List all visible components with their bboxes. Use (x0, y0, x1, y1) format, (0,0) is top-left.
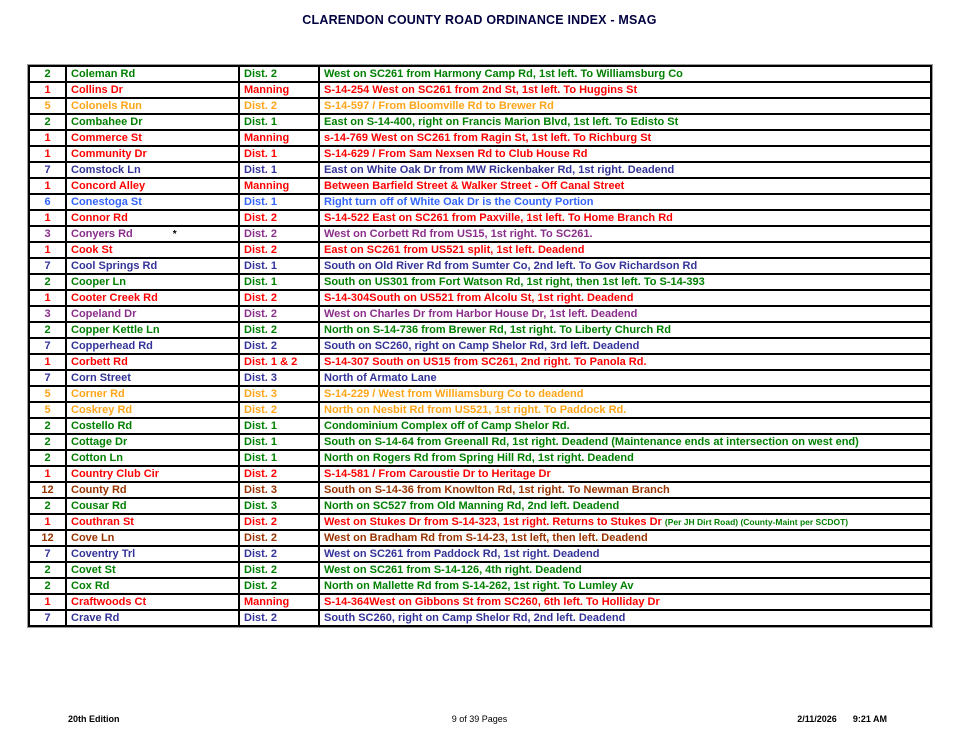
description-cell (319, 482, 931, 498)
description-cell (319, 306, 931, 322)
description-text: West on Bradham Rd from S-14-23, 1st left, then left. Deadend (324, 532, 648, 544)
description-text: North on Nesbit Rd from US521, 1st right. To Paddock Rd. (324, 404, 627, 416)
district-cell: Dist. 2 (239, 466, 319, 482)
district-cell: Dist. 2 (239, 562, 319, 578)
road-name-cell (66, 354, 239, 370)
footer-page-info: 9 of 39 Pages (451, 714, 508, 724)
road-name-cell (66, 98, 239, 114)
description-text: s-14-769 West on SC261 from Ragin St, 1st left. To Richburg St (324, 132, 652, 144)
road-name-cell (66, 450, 239, 466)
road-name: Copper Kettle Ln (71, 324, 160, 336)
road-count-cell: 3 (29, 226, 66, 242)
road-count-cell: 2 (29, 114, 66, 130)
footer-date: 2/11/2026 (797, 714, 837, 724)
footer-time: 9:21 AM (852, 714, 887, 724)
description-text: West on SC261 from S-14-126, 4th right. Deadend (324, 564, 582, 576)
district-cell: Dist. 2 (239, 578, 319, 594)
road-name: Corbett Rd (71, 356, 128, 368)
road-name: County Rd (71, 484, 127, 496)
district-cell: Dist. 1 & 2 (239, 354, 319, 370)
description-cell (319, 578, 931, 594)
road-count-cell: 12 (29, 530, 66, 546)
road-count-cell: 5 (29, 402, 66, 418)
road-count-cell: 2 (29, 450, 66, 466)
road-name: Cooper Ln (71, 276, 126, 288)
description-cell (319, 178, 931, 194)
road-count-cell: 7 (29, 338, 66, 354)
road-count-cell: 7 (29, 162, 66, 178)
road-name-cell (66, 194, 239, 210)
description-cell (319, 290, 931, 306)
description-text: West on Charles Dr from Harbor House Dr, 1st left. Deadend (324, 308, 638, 320)
table-row (29, 306, 931, 322)
table-row (29, 530, 931, 546)
road-name: Conyers Rd (71, 228, 133, 240)
road-name: Costello Rd (71, 420, 133, 432)
road-count-cell: 2 (29, 562, 66, 578)
road-name: Country Club Cir (71, 468, 159, 480)
road-name: Copperhead Rd (71, 340, 153, 352)
description-text: West on Stukes Dr from S-14-323, 1st right. Returns to Stukes Dr (324, 516, 662, 528)
road-name: Cooter Creek Rd (71, 292, 158, 304)
table-row (29, 578, 931, 594)
description-cell (319, 530, 931, 546)
road-name-cell (66, 418, 239, 434)
footer-datetime (797, 714, 887, 724)
description-cell (319, 66, 931, 82)
road-name: Cool Springs Rd (71, 260, 158, 272)
district-cell: Dist. 2 (239, 210, 319, 226)
district-cell: Dist. 3 (239, 370, 319, 386)
road-name-cell (66, 210, 239, 226)
description-text: South on US301 from Fort Watson Rd, 1st right, then 1st left. To S-14-393 (324, 276, 705, 288)
description-cell (319, 498, 931, 514)
road-count-cell: 2 (29, 418, 66, 434)
road-count-cell: 1 (29, 466, 66, 482)
description-cell (319, 210, 931, 226)
road-name: Community Dr (71, 148, 147, 160)
road-count-cell: 3 (29, 306, 66, 322)
road-name-cell (66, 546, 239, 562)
road-name-cell (66, 386, 239, 402)
road-count-cell: 1 (29, 354, 66, 370)
description-text: South on SC260, right on Camp Shelor Rd, 3rd left. Deadend (324, 340, 640, 352)
road-name-cell (66, 578, 239, 594)
table-row (29, 82, 931, 98)
road-table-body (29, 66, 931, 626)
road-count-cell: 2 (29, 498, 66, 514)
table-row (29, 450, 931, 466)
table-row (29, 610, 931, 626)
road-count-cell: 7 (29, 610, 66, 626)
road-name-cell (66, 610, 239, 626)
table-row (29, 546, 931, 562)
road-name: Couthran St (71, 516, 134, 528)
description-cell (319, 338, 931, 354)
road-name-cell (66, 562, 239, 578)
description-text: S-14-522 East on SC261 from Paxville, 1st left. To Home Branch Rd (324, 212, 673, 224)
road-name: Craftwoods Ct (71, 596, 147, 608)
table-row (29, 194, 931, 210)
road-name: Corner Rd (71, 388, 125, 400)
road-name: Coventry Trl (71, 548, 136, 560)
table-row (29, 514, 931, 530)
description-cell (319, 322, 931, 338)
description-text: S-14-597 / From Bloomville Rd to Brewer Rd (324, 100, 554, 112)
district-cell: Manning (239, 82, 319, 98)
table-row (29, 386, 931, 402)
district-cell: Dist. 2 (239, 402, 319, 418)
road-count-cell: 2 (29, 578, 66, 594)
road-name-cell (66, 290, 239, 306)
table-row (29, 242, 931, 258)
district-cell: Dist. 2 (239, 306, 319, 322)
table-row (29, 402, 931, 418)
description-cell (319, 130, 931, 146)
road-count-cell: 1 (29, 242, 66, 258)
district-cell: Dist. 1 (239, 418, 319, 434)
road-name-cell (66, 66, 239, 82)
table-row (29, 482, 931, 498)
description-cell (319, 162, 931, 178)
description-cell (319, 354, 931, 370)
description-cell (319, 242, 931, 258)
road-name: Cove Ln (71, 532, 115, 544)
description-text: Right turn off of White Oak Dr is the County Portion (324, 196, 594, 208)
road-name: Commerce St (71, 132, 142, 144)
district-cell: Dist. 2 (239, 66, 319, 82)
district-cell: Dist. 1 (239, 434, 319, 450)
district-cell: Dist. 1 (239, 114, 319, 130)
district-cell: Dist. 2 (239, 530, 319, 546)
table-row (29, 322, 931, 338)
table-row (29, 370, 931, 386)
table-row (29, 498, 931, 514)
table-row (29, 354, 931, 370)
road-count-cell: 5 (29, 386, 66, 402)
road-name: Cox Rd (71, 580, 110, 592)
description-cell (319, 146, 931, 162)
description-cell (319, 418, 931, 434)
road-name-cell (66, 530, 239, 546)
table-row (29, 258, 931, 274)
district-cell: Dist. 2 (239, 514, 319, 530)
road-name-cell (66, 82, 239, 98)
description-cell (319, 434, 931, 450)
description-cell (319, 274, 931, 290)
district-cell: Dist. 1 (239, 146, 319, 162)
road-count-cell: 5 (29, 98, 66, 114)
description-text: West on Corbett Rd from US15, 1st right. To SC261. (324, 228, 593, 240)
road-count-cell: 1 (29, 130, 66, 146)
road-name: Cousar Rd (71, 500, 127, 512)
road-name-cell (66, 370, 239, 386)
road-count-cell: 1 (29, 514, 66, 530)
table-row (29, 146, 931, 162)
table-row (29, 226, 931, 242)
description-text: S-14-304South on US521 from Alcolu St, 1st right. Deadend (324, 292, 634, 304)
table-row (29, 418, 931, 434)
road-name-cell (66, 402, 239, 418)
road-count-cell: 1 (29, 82, 66, 98)
description-cell (319, 402, 931, 418)
road-count-cell: 1 (29, 146, 66, 162)
description-text: S-14-581 / From Caroustie Dr to Heritage Dr (324, 468, 551, 480)
road-name: Conestoga St (71, 196, 142, 208)
road-count-cell: 2 (29, 322, 66, 338)
road-name-cell (66, 434, 239, 450)
road-name: Cottage Dr (71, 436, 128, 448)
table-row (29, 162, 931, 178)
road-name-cell (66, 498, 239, 514)
description-cell (319, 226, 931, 242)
district-cell: Dist. 1 (239, 258, 319, 274)
road-name-cell (66, 114, 239, 130)
table-row (29, 66, 931, 82)
road-count-cell: 2 (29, 66, 66, 82)
description-cell (319, 594, 931, 610)
description-text: North on S-14-736 from Brewer Rd, 1st right. To Liberty Church Rd (324, 324, 671, 336)
road-name-cell (66, 482, 239, 498)
road-name-cell (66, 242, 239, 258)
road-name: Copeland Dr (71, 308, 137, 320)
road-name-cell (66, 274, 239, 290)
description-text: S-14-307 South on US15 from SC261, 2nd right. To Panola Rd. (324, 356, 647, 368)
description-text: S-14-254 West on SC261 from 2nd St, 1st left. To Huggins St (324, 84, 638, 96)
road-name-cell (66, 338, 239, 354)
road-name: Connor Rd (71, 212, 128, 224)
road-name: Collins Dr (71, 84, 123, 96)
road-name-cell (66, 146, 239, 162)
district-cell: Dist. 2 (239, 242, 319, 258)
description-cell (319, 370, 931, 386)
road-count-cell: 2 (29, 434, 66, 450)
description-cell (319, 98, 931, 114)
road-count-cell: 1 (29, 178, 66, 194)
district-cell: Dist. 2 (239, 290, 319, 306)
district-cell: Dist. 1 (239, 274, 319, 290)
description-cell (319, 450, 931, 466)
description-note: (Per JH Dirt Road) (County-Maint per SCDOT) (664, 517, 849, 527)
road-name-cell (66, 226, 239, 242)
road-name: Cotton Ln (71, 452, 123, 464)
district-cell: Manning (239, 594, 319, 610)
description-text: S-14-229 / West from Williamsburg Co to deadend (324, 388, 584, 400)
road-name-cell (66, 514, 239, 530)
description-text: West on SC261 from Paddock Rd, 1st right. Deadend (324, 548, 600, 560)
table-row (29, 434, 931, 450)
district-cell: Dist. 3 (239, 482, 319, 498)
road-name-cell (66, 258, 239, 274)
table-row (29, 178, 931, 194)
road-count-cell: 6 (29, 194, 66, 210)
description-cell (319, 386, 931, 402)
description-cell (319, 610, 931, 626)
table-row (29, 114, 931, 130)
table-row (29, 98, 931, 114)
district-cell: Dist. 2 (239, 610, 319, 626)
description-cell (319, 514, 931, 530)
description-text: South SC260, right on Camp Shelor Rd, 2nd left. Deadend (324, 612, 626, 624)
description-text: South on Old River Rd from Sumter Co, 2nd left. To Gov Richardson Rd (324, 260, 698, 272)
footer-edition: 20th Edition (68, 714, 120, 724)
table-row (29, 338, 931, 354)
road-count-cell: 1 (29, 210, 66, 226)
district-cell: Dist. 3 (239, 498, 319, 514)
table-row (29, 466, 931, 482)
description-text: North on Mallette Rd from S-14-262, 1st right. To Lumley Av (324, 580, 634, 592)
road-name-cell (66, 322, 239, 338)
table-row (29, 594, 931, 610)
road-count-cell: 7 (29, 370, 66, 386)
road-name: Comstock Ln (71, 164, 141, 176)
district-cell: Dist. 2 (239, 322, 319, 338)
table-row (29, 130, 931, 146)
road-count-cell: 1 (29, 290, 66, 306)
description-text: East on S-14-400, right on Francis Marion Blvd, 1st left. To Edisto St (324, 116, 679, 128)
description-cell (319, 546, 931, 562)
road-name: Covet St (71, 564, 116, 576)
road-name: Cook St (71, 244, 113, 256)
road-name-cell (66, 162, 239, 178)
description-text: S-14-629 / From Sam Nexsen Rd to Club House Rd (324, 148, 588, 160)
district-cell: Dist. 2 (239, 226, 319, 242)
district-cell: Dist. 2 (239, 338, 319, 354)
road-name-cell (66, 306, 239, 322)
road-name: Crave Rd (71, 612, 120, 624)
description-text: S-14-364West on Gibbons St from SC260, 6th left. To Holliday Dr (324, 596, 660, 608)
description-text: Condominium Complex off of Camp Shelor Rd. (324, 420, 570, 432)
description-text: North on Rogers Rd from Spring Hill Rd, 1st right. Deadend (324, 452, 634, 464)
description-text: South on S-14-36 from Knowlton Rd, 1st right. To Newman Branch (324, 484, 670, 496)
description-text: East on SC261 from US521 split, 1st left. Deadend (324, 244, 585, 256)
description-cell (319, 466, 931, 482)
table-row (29, 290, 931, 306)
road-count-cell: 12 (29, 482, 66, 498)
table-row (29, 274, 931, 290)
district-cell: Dist. 2 (239, 98, 319, 114)
district-cell: Dist. 1 (239, 162, 319, 178)
road-name-cell (66, 178, 239, 194)
road-name-cell (66, 130, 239, 146)
road-count-cell: 7 (29, 546, 66, 562)
description-cell (319, 82, 931, 98)
road-name: Coleman Rd (71, 68, 136, 80)
road-name: Colonels Run (71, 100, 142, 112)
road-name: Combahee Dr (71, 116, 143, 128)
description-cell (319, 114, 931, 130)
page-footer (0, 714, 959, 728)
district-cell: Dist. 3 (239, 386, 319, 402)
road-name: Coskrey Rd (71, 404, 133, 416)
page-title: CLARENDON COUNTY ROAD ORDINANCE INDEX - MSAG (302, 13, 657, 27)
description-text: South on S-14-64 from Greenall Rd, 1st right. Deadend (Maintenance ends at intersection on west end) (324, 436, 859, 448)
description-cell (319, 258, 931, 274)
description-text: North on SC527 from Old Manning Rd, 2nd left. Deadend (324, 500, 620, 512)
district-cell: Dist. 1 (239, 450, 319, 466)
road-name: Concord Alley (71, 180, 146, 192)
district-cell: Dist. 1 (239, 194, 319, 210)
table-row (29, 562, 931, 578)
road-count-cell: 7 (29, 258, 66, 274)
description-text: West on SC261 from Harmony Camp Rd, 1st left. To Williamsburg Co (324, 68, 683, 80)
road-count-cell: 2 (29, 274, 66, 290)
description-text: East on White Oak Dr from MW Rickenbaker Rd, 1st right. Deadend (324, 164, 675, 176)
description-text: North of Armato Lane (324, 372, 437, 384)
description-cell (319, 562, 931, 578)
road-name-cell (66, 594, 239, 610)
road-name-suffix: * (172, 229, 177, 240)
description-text: Between Barfield Street & Walker Street - Off Canal Street (324, 180, 625, 192)
table-row (29, 210, 931, 226)
district-cell: Manning (239, 178, 319, 194)
road-name: Corn Street (71, 372, 131, 384)
road-ordinance-table (28, 65, 932, 627)
district-cell: Dist. 2 (239, 546, 319, 562)
district-cell: Manning (239, 130, 319, 146)
description-cell (319, 194, 931, 210)
road-name-cell (66, 466, 239, 482)
road-count-cell: 1 (29, 594, 66, 610)
